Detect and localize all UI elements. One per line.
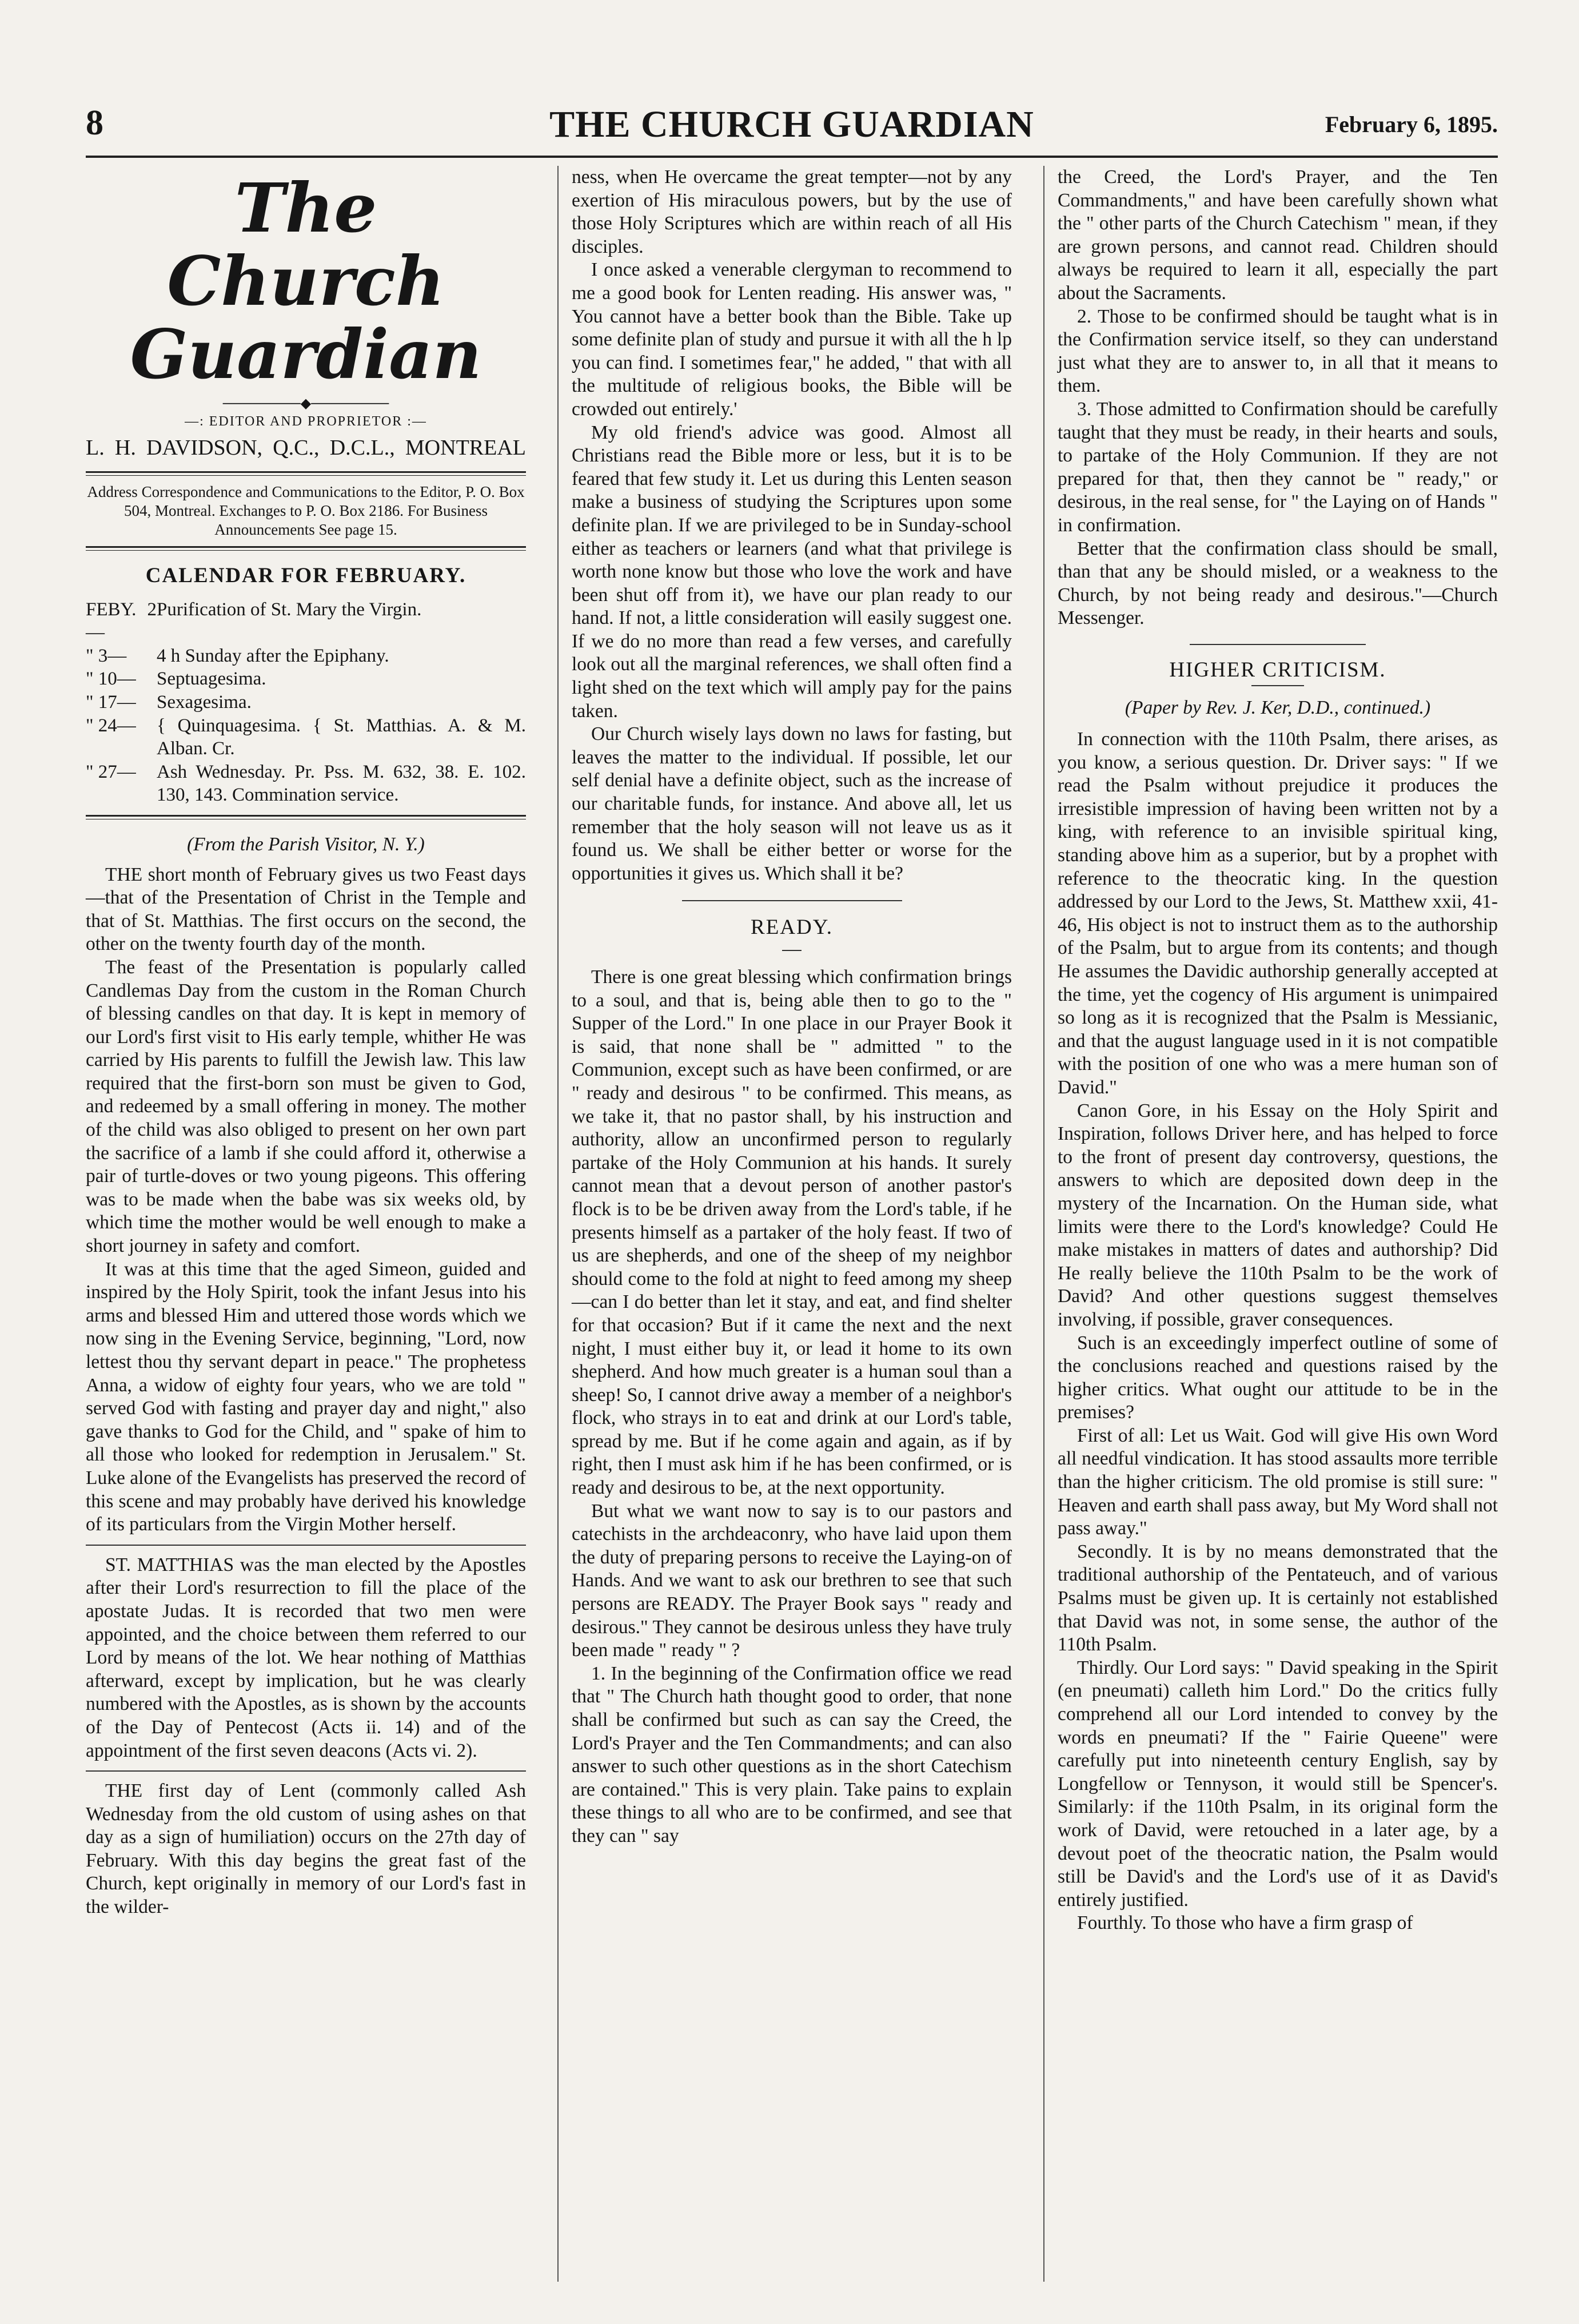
double-rule bbox=[86, 546, 526, 551]
article-paragraph: THE short month of February gives us two Feast days—that of the Presentation of Christ in the Temple and that of St. Matthias. The first occurs on the second, the other on the twenty fourth day of the month. bbox=[86, 863, 526, 955]
article-paragraph: the Creed, the Lord's Prayer, and the Ten Commandments," and have been carefully shown what the " other parts of the Church Catechism " mean, if they are grown persons, and cannot read. Children should always be required to learn it all, especially the part about the Sacraments. bbox=[1058, 166, 1498, 304]
issue-date: February 6, 1895. bbox=[1325, 112, 1498, 137]
article-paragraph: Secondly. It is by no means demonstrated that the traditional authorship of the Pentateuch, and of various Psalms must be given up. It is certainly not established that David was not, in some sense, the author of the 110th Psalm. bbox=[1058, 1541, 1498, 1656]
article-paragraph: 3. Those admitted to Confirmation should be carefully taught that they must be ready, in their hearts and souls, to partake of the Holy Communion. If they are not prepared for that, then they cannot be " ready," or desirous, in the real sense, for " the Laying on of Hands " in confirmation. bbox=[1058, 398, 1498, 536]
column-divider bbox=[1043, 166, 1044, 2282]
article-paragraph: Better that the confirmation class should be small, than that any be should misled, or a weakness to the Church, by not being ready and desirous."—Church Messenger. bbox=[1058, 538, 1498, 629]
editor-label: —: EDITOR AND PROPRIETOR :— bbox=[185, 414, 427, 429]
calendar-entry: " 10— Septuagesima. bbox=[86, 668, 266, 690]
article-paragraph: Thirdly. Our Lord says: " David speaking in the Spirit (en pneumati) calleth him Lord." Do the critics fully comprehend all our Lord intended to convey by the words en pneumati? If the " Fairie Queene" were carefully put into nineteenth century English, say by Longfellow or Tennyson, it would still be Spencer's. Similarly: if the 110th Psalm, in its original form the work of David, were retouched in a later age, by a devout poet of the theocratic nation, the Psalm would still be David's and the Lord's use of it as David's entirely justified. bbox=[1058, 1657, 1498, 1911]
calendar-entry: " 17— Sexagesima. bbox=[86, 691, 252, 713]
criticism-title: HIGHER CRITICISM. bbox=[1169, 658, 1386, 682]
article-paragraph: The feast of the Presentation is popularly called Candlemas Day from the custom in the Roman Church of blessing candles on that day. It is kept in memory of our Lord's first visit to His early temple, whither He was carried by His parents to fulfill the Jewish law. This law required that the first-born son must be given to God, and redeemed by a small offering in money. The mother of the child was also obliged to present on her own part the sacrifice of a lamb if she could afford it, otherwise a pair of turtle-doves or two young pigeons. This offering was to be made when the babe was six weeks old, by which time the mother would be well enough to make a short journey in safety and comfort. bbox=[86, 956, 526, 1257]
calendar-entry: " 27— Ash Wednesday. Pr. Pss. M. 632, 38. E. 102. 130, 143. Commination service. bbox=[86, 761, 526, 806]
title-rule bbox=[1251, 685, 1304, 686]
address-notice: Address Correspondence and Communications to the Editor, P. O. Box 504, Montreal. Exchanges to P. O. Box 2186. For Business Announcements See page 15. bbox=[87, 483, 525, 538]
title-dash: — bbox=[782, 938, 802, 960]
article-paragraph: Fourthly. To those who have a firm grasp of bbox=[1077, 1912, 1413, 1934]
section-rule bbox=[86, 1770, 526, 1772]
editor-name: L. H. DAVIDSON, Q.C., D.C.L., MONTREAL bbox=[86, 436, 526, 460]
article-paragraph: It was at this time that the aged Simeon, guided and inspired by the Holy Spirit, took the infant Jesus into his arms and blessed Him and uttered those words which we now sing in the Evening Service, beginning, "Lord, now lettest thou thy servant depart in peace." The prophetess Anna, a widow of eighty four years, who we are told " served God with fasting and prayer day and night," also gave thanks to God for the Child, and " spake of him to all those who looked for redemption in Jerusalem." St. Luke alone of the Evangelists has preserved the record of this scene and may probably have derived his knowledge of its particulars from the Virgin Mother herself. bbox=[86, 1258, 526, 1535]
article-paragraph: There is one great blessing which confirmation brings to a soul, and that is, being able then to go to the " Supper of the Lord." In one place in our Prayer Book it is said, that none shall be " admitted " to the Communion, except such as have been confirmed, or are " ready and desirous " to be confirmed. This means, as we take it, that no pastor shall, by his instruction and authority, allow an unconfirmed person to regularly partake of the Holy Communion at his hands. It surely cannot mean that a devout person of another pastor's flock is to be be driven away from the Lord's table, if he presents himself as a partaker of the holy feast. If two of us are shepherds, and one of the sheep of my neighbor should come to the fold at night to feed among my sheep—can I do better than let it stay, and eat, and find shelter for that occasion? But if it came the next and the next night, I must either buy it, or lead it home to its own shepherd. And how much greater is a human soul than a sheep! So, I cannot drive away a member of a neighbor's flock, who strays in to eat and drink at our Lord's table, spread by me. But if he come again and again, as if by right, then I must ask him if he has been confirmed, or is ready and desirous to be, at the next opportunity. bbox=[572, 966, 1012, 1499]
article-paragraph: But what we want now to say is to our pastors and catechists in the archdeaconry, who have laid upon them the duty of preparing persons to receive the Laying-on of Hands. And we want to ask our brethren to see that such persons are READY. The Prayer Book says " ready and desirous." They cannot be desirous unless they have truly been made " ready " ? bbox=[572, 1500, 1012, 1661]
ornament-rule: ────────◆──────── bbox=[222, 396, 389, 411]
header-rule bbox=[86, 156, 1498, 158]
page-header bbox=[86, 103, 1498, 149]
article-paragraph: Our Church wisely lays down no laws for fasting, but leaves the matter to the individual. If possible, let our self denial have a definite object, such as the increase of our charitable funds, for instance. And above all, let us remember that the holy season will not leave us as it found us. We shall be either better or worse for the opportunities it gives us. Which shall it be? bbox=[572, 723, 1012, 884]
article-paragraph: First of all: Let us Wait. God will give His own Word all needful vindication. It has stood assaults more terrible than the higher criticism. The old promise is still sure: " Heaven and earth shall pass away, but My Word shall not pass away." bbox=[1058, 1424, 1498, 1539]
article-paragraph: THE first day of Lent (commonly called Ash Wednesday from the old custom of using ashes on that day as a sign of humiliation) occurs on the 27th day of February. With this day begins the great fast of the Church, kept originally in memory of our Lord's fast in the wilder- bbox=[86, 1780, 526, 1918]
calendar-list bbox=[86, 598, 526, 807]
column-1 bbox=[86, 166, 526, 1919]
article-paragraph: In connection with the 110th Psalm, there arises, as you know, a serious question. Dr. Driver says: " If we read the Psalm without prejudice it produces the irresistible impression of having been written not by a king, with reference to an invisible spiritual king, standing above him as a superior, but by a prophet with reference to the theocratic king. In the question addressed by our Lord to the Jews, St. Matthew xxii, 41-46, His object is not to instruct them as to the authorship of the Psalm, but to argue from its contents; and though He assumes the Davidic authorship generally accepted at the time, yet the cogency of His argument is unimpaired so long as it is recognized that the Psalm is Messianic, and that the august language used in it is not compatible with the position of one who was a mere human son of David." bbox=[1058, 729, 1498, 1098]
article-paragraph: Canon Gore, in his Essay on the Holy Spirit and Inspiration, follows Driver here, and has helped to force to the front of present day controversy, questions, the answers to which are deposited down deep in the mystery of the Incarnation. On the Human side, what limits were there to the Lord's knowledge? Could He make mistakes in matters of dates and authorship? Did He really believe the 110th Psalm to be the work of David? And other questions suggest themselves involving, if possible, graver consequences. bbox=[1058, 1100, 1498, 1330]
article-paragraph: ST. MATTHIAS was the man elected by the Apostles after their Lord's resurrection to fill the place of the apostate Judas. It is recorded that two men were appointed, and the choice between them referred to our Lord by means of the lot. We hear nothing of Matthias afterward, except by implication, but he was clearly numbered with the Apostles, as is shown by the accounts of the Day of Pentecost (Acts ii. 14) and of the appointment of the first seven deacons (Acts vi. 2). bbox=[86, 1554, 526, 1761]
calendar-title: CALENDAR FOR FEBRUARY. bbox=[145, 564, 466, 587]
calendar-entry: " 24— { Quinquagesima. { St. Matthias. A. & M. Alban. Cr. bbox=[86, 715, 526, 759]
column-divider bbox=[557, 166, 559, 2282]
article-paragraph: My old friend's advice was good. Almost all Christians read the Bible more or less, but it is to be feared that few study it. Let us during this Lenten season make a business of studying the Scriptures upon some definite plan. If we are privileged to be in Sunday-school either as teachers or learners (and what that privilege is worth none know but those who love the work and have been shut off from it), we have our plan ready to our hand. If not, a little consideration will easily suggest one. If we do no more than read a few verses, and carefully look out all the marginal references, we shall often find a light shed on the text which will amply pay for the pains taken. bbox=[572, 421, 1012, 722]
column-3 bbox=[1058, 166, 1498, 1935]
section-rule bbox=[1190, 644, 1366, 645]
article-paragraph: 2. Those to be confirmed should be taught what is in the Confirmation service itself, so they can understand just what they are to answer to, in all that it means to them. bbox=[1058, 305, 1498, 397]
article-attribution: (Paper by Rev. J. Ker, D.D., continued.) bbox=[1125, 697, 1431, 719]
masthead-title: The Church Guardian bbox=[130, 168, 482, 394]
page-number: 8 bbox=[86, 104, 103, 142]
article-paragraph: 1. In the beginning of the Confirmation office we read that " The Church hath thought good to order, that none shall be confirmed but such as can say the Creed, the Lord's Prayer and the Ten Commandments; and can also answer to such other questions as in the short Catechism are contained." This is very plain. Take pains to explain these things to all who are to be confirmed, and see that they can " say bbox=[572, 1662, 1012, 1847]
double-rule bbox=[86, 471, 526, 476]
article-paragraph: ness, when He overcame the great tempter—not by any exertion of His miraculous powers, but by the use of those Holy Scriptures which are within reach of all His disciples. bbox=[572, 166, 1012, 257]
calendar-entry: " 3— 4 h Sunday after the Epiphany. bbox=[86, 645, 389, 666]
newspaper-title: THE CHURCH GUARDIAN bbox=[549, 104, 1034, 145]
calendar-entry: FEBY. 2— Purification of St. Mary the Virgin. bbox=[86, 599, 422, 643]
double-rule bbox=[86, 815, 526, 819]
section-rule bbox=[86, 1545, 526, 1546]
ready-title: READY. bbox=[751, 916, 833, 940]
article-paragraph: Such is an exceedingly imperfect outline of some of the conclusions reached and questions raised by the higher critics. What ought our attitude to be in the premises? bbox=[1058, 1332, 1498, 1423]
section-rule bbox=[682, 900, 902, 901]
article-source: (From the Parish Visitor, N. Y.) bbox=[187, 833, 425, 855]
article-paragraph: I once asked a venerable clergyman to recommend to me a good book for Lenten reading. His answer was, " You cannot have a better book than the Bible. Take up some definite plan of study and pursue it with all the h lp you can find. I sometimes fear," he added, " that with all the multitude of religious books, the Bible will be crowded out entirely.' bbox=[572, 259, 1012, 420]
column-2 bbox=[572, 166, 1012, 1848]
